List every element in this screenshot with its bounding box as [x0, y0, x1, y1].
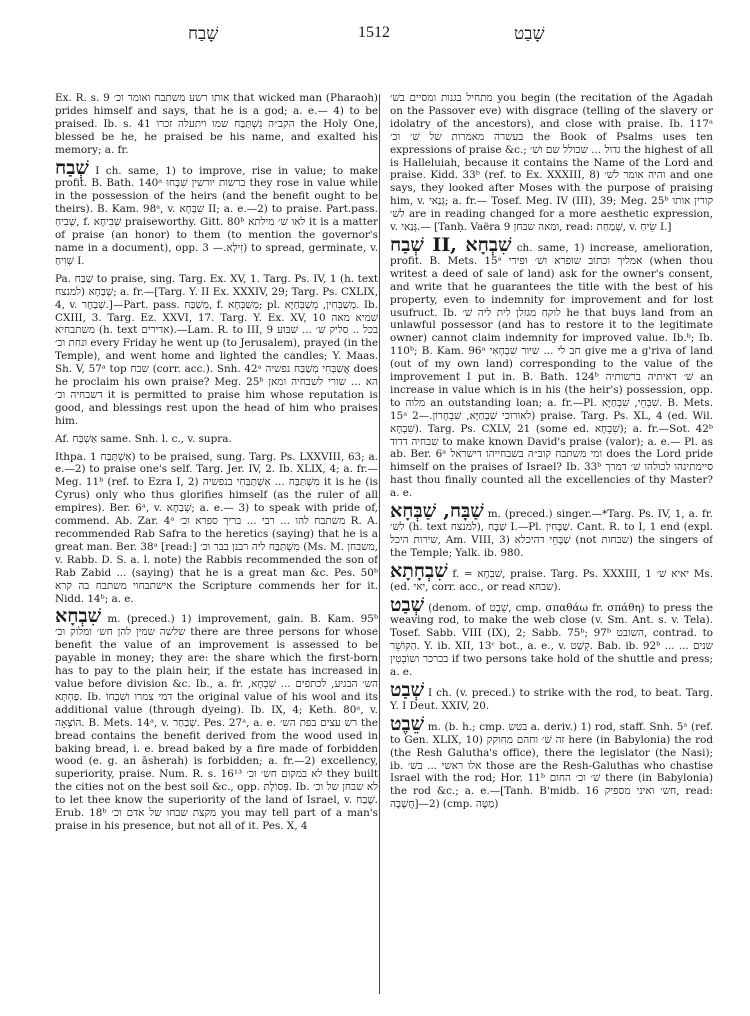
entry-text: Ex. R. s. 9 אותו רשע משתבח ואומר וכ׳ that wicked man (Pharaoh) prides himself and says, that he is a god; a. e.— 4) to be praised. Ib. s. 41 הקב״ה נִשְׁתַּבַּח שמו ויתעלה זכרו the Holy One, blessed be he, he praised be his name, and exalted his memory; a. fr. — [55, 92, 378, 156]
entry-text: (denom. of שֵׁבֶט, cmp. σπαθάω fr. σπάθη) to press the weaving rod, to make the web close (v. Sm. Ant. s. v. Tela). Tosef. Sabb. VIII (IX), 2; Sabb. 75ᵇ; 97ᵇ השובט, contrad. to הַקּוֹשֵׁר. Y. ib. XII, 13ᶜ bot., a. e., v. קְשַׁט. Bab. ib. 92ᵇ ... שנים ... בכרכר ושוֹבְטִין if two persons take hold of the shuttle and press; a. e. — [390, 601, 713, 679]
entry-text: Af. אַשְׁבַּח same. Snh. l. c., v. supra. — [55, 432, 232, 445]
entry-text: ch. same, 1) increase, amelioration, profit. B. Mets. 15ᵃ אמליך וכתוב שופרא ושׁ׳ ופירי (when thou writest a deed of sale of land) ask for the owner's consent, and write that he guarantees the title with the best of his property, even to indemnity for improvement and for lost usufruct. Ib. לוקח מגזלן לית ליה שׁ׳ he that buys land from an unlawful possessor (and has to restore it to the legitimate owner) cannot claim indemnity for improved value. Ib.ᵇ; Ib. 110ᵇ; B. Kam. 96ᵃ חב לי ... שיור שִׁבְחָאִי give me a g'riva of land (out of my own land) corresponding to the value of the improvement I put in. B. Bath. 124ᵇ שׁ׳ דאיתיה ברשותיה an increase in value which is in his (the heir's) possession, opp. to מלוה an outstanding loan; a. fr.—Pl. שִׁבְחֵי, שִׁבְחַיָּא. B. Mets. 15ᵃ לאורוכי שִׁבְחַיָּא, שִׁבְחָרוֹן.—2) praise. Targ. Ps. XL, 4 (ed. Wil. שִׁבְחָא). Targ. Ps. CXLV, 21 (some ed. שִׁבְחָא); a. fr.—Sot. 42ᵇ שבחיה דדוד to make known David's praise (valor); a. e.— Pl. as ab. Ber. 6ᵃ ומי משתבח קוב״ה בשבחייהו דישראל does the Lord pride himself on the praises of Israel? Ib. 33ᵇ סיימתינהו לכולהו שׁ׳ דמרך hast thou finally counted all the excellencies of thy Master? a. e. — [390, 241, 713, 500]
dictionary-entry — [55, 605, 378, 832]
entry-headword: שְׁבַט — [390, 593, 425, 616]
entry-text: m. (preced.) 1) improvement, gain. B. Kam. 95ᵇ שלשה שמין להן חש׳ ומלוק וכ׳ there are three persons for whose benefit the value of an improvement is assessed to be payable in money; they are: the share which the first-born has to pay to the plain heir, if the estate has increased in value before division &c. Ib., a. fr. הש׳ הבגיע, לכתפים ... שִׁבְחָא, פַּחְתָּא. Ib. דמי צמרו ושִׁבְחוֹ the original value of his wool and its additional value (through dyeing). Ib. IX, 4; Keth. 80ᵃ, v. הוֹצָאָה. B. Mets. 14ᵃ, v. שְׁבַחַר. Pes. 27ᵃ, a. e. רש עצים בפת הש׳ the bread contains the benefit derived from the wood used in baking bread, i. e. bread baked by a fire made of forbidden wood (e. g. an āsherah) is forbidden; a. fr.—2) excellency, superiority, praise. Num. R. s. 16¹³ לא במקום חש׳ וכ׳ they built the cities not on the best soil &c., opp. פְּסוֹלֶת. Ib. לא שבחן של וכ׳ to let thee know the superiority of the land of Israel, v. שֶׁבַח. Erub. 18ᵇ מקצת שבחו של אדם וכ׳ you may tell part of a man's praise in his presence, but not all of it. Pes. X, 4 — [55, 613, 378, 832]
dictionary-entry — [390, 593, 713, 679]
left-column — [55, 92, 378, 1002]
dictionary-entry — [55, 92, 378, 157]
entry-headword: שֵׁבֶט — [390, 712, 425, 735]
dictionary-entry — [390, 712, 713, 811]
right-column — [390, 92, 713, 1002]
dictionary-entry — [390, 92, 713, 234]
entry-text: f. = שִׁבְחָא, praise. Targ. Ps. XXXIII, 1 יאיא שׁ׳ Ms. (ed. יאי, corr. acc., or read שבחא). — [390, 567, 713, 593]
dictionary-entry — [390, 500, 713, 560]
entry-text: מתחיל בגנות ומסיים בשׁ׳ you begin (the recitation of the Agadah on the Passover eve) with disgrace (telling of the slavery or idolatry of the ancestors), and close with praise. Ib. 117ᵃ בעשרה מאמרות של שׁ׳ וכ׳ the Book of Psalms uses ten expressions of praise &c.; גדול ... שכולל שם ושׁ׳ the highest of all is Halleluiah, because it contains the Name of the Lord and praise. Kidd. 33ᵇ (ref. to Ex. XXXIII, 8) והיה אומר לשׁ׳ and one says, they looked after Moses with the purpose of praising him, v. גְּנַאי; a. fr.— Tosef. Meg. IV (III), 39; Meg. 25ᵇ קורין אותו לשׁ׳ are in reading changed for a more aesthetic expression, v. גְּנַאי.— [Tanḥ. Vaëra 9 ומאה שבחן, read: שְׁמַחַת, v. שֵׂיחַ I.] — [390, 92, 713, 234]
dictionary-entry — [55, 451, 378, 606]
entry-headword: שַׁבָּח, שַׁבְּחָא — [390, 500, 484, 523]
entry-text: I ch. (v. preced.) to strike with the rod, to beat. Targ. Y. I Deut. XXIV, 20. — [390, 686, 713, 712]
right-guide-word: שָׁבַט — [514, 24, 545, 44]
dictionary-entry — [55, 433, 378, 446]
dictionary-entry — [390, 559, 713, 594]
entry-text: m. (preced.) singer.—*Targ. Ps. IV, 1, a. fr. לשׁ׳ (h. text למנצח), שַׁבָּח I.—Pl. שַׁבָּחִין. Cant. R. to I, 1 end (expl. שירות היכל, Am. VIII, 3) שַׁבָּחֵי דהיכלא (not שבחות) the singers of the Temple; Yalk. ib. 980. — [390, 508, 713, 559]
entry-headword: שְׁבַח II, שִׁבְחָא — [390, 233, 512, 256]
entry-headword: שְׁבַט — [390, 678, 425, 701]
entry-headword: שִׁבְחָא — [55, 605, 102, 628]
entry-text: m. (b. h.; cmp. בטש a. deriv.) 1) rod, staff. Snh. 5ᵃ (ref. to Gen. XLIX, 10) זה שׁ׳ וחהם מחוקק here (in Babylonia) the rod (the Resh Galutha's office), there the legislator (the Nasi); ib. אלו ראשי ... בשׁ׳ those are the Resh-Galuthas who chastise Israel with the rod; Hor. 11ᵇ שׁ׳ וכ׳ החום there (in Babylonia) the rod &c.; a. e.—[Tanh. B'midb. 16 חש׳ ואיני מספיק, read: חֲשָׁבָה]—2) (cmp. מַטֶּה) — [390, 720, 713, 811]
entry-headword: שְׁבַח — [55, 156, 89, 179]
entry-headword: שִׁבְחָתָא — [390, 559, 448, 582]
dictionary-entry — [55, 273, 378, 428]
dictionary-entry — [390, 678, 713, 713]
page-header — [0, 24, 750, 48]
entry-text: I ch. same, 1) to improve, rise in value; to make profit. B. Bath. 140ᵃ ברשות יורשין שִׁבְּחוּ they rose in value while in the possession of the heirs (and the benefit ought to be theirs). B. Kam. 98ᵃ, v. שִׁבְּחָא II; a. e.—2) to praise. Part.pass. שְׁבִיחַ, f. שְׁבִיחָא praiseworthy. Gitt. 80ᵇ לאו שׁ׳ מילתא it is a matter of praise (an honor) to them (to mention the governor's name in a document), opp. זִילָא.— 3) to spread, germinate, v. שְׁוִיחַ I. — [55, 164, 378, 267]
left-guide-word: שָׁבַח — [188, 24, 219, 44]
entry-text: Pa. שַׁבַּח to praise, sing. Targ. Ex. XV, 1. Targ. Ps. IV, 1 (h. text למנצח) שְׁבַחָא; a. fr.—[Targ. Y. II Ex. XXXIV, 29; Targ. Ps. CXLIX, 4, v. שְׁבַחָר.]—Part. pass. מְשַׁבַּח, f. מְשַׁבְּחָא; pl. מְשַׁבְּחִין, מְשַׁבְּחַיָּא. Ib. CXIII, 3. Targ. Ez. XXVI, 17. Targ. Y. Ex. XV, 10 שׁמיא מאה משתבחיא (h. text אדירים).—Lam. R. to III, 9 בכל .. סליק שׁ׳ ... שׁבּוּע ונחת וכ׳ every Friday he went up (to Jerusalem), prayed (in the Temple), and went home and lighted the candles; Y. Maas. Sh. V, 57ᵃ top שבח (corr. acc.). Snh. 42ᵃ אֲשַׁבְּחִי מְשַׁבַּח נפשיה does he proclaim his own praise? Meg. 25ᵇ הא ... שורי לשבחיה ומאן דשבחיה וכ׳ it is permitted to praise him whose reputation is good, and blessings rest upon the head of him who praises him. — [55, 272, 378, 427]
entry-text: Ithpa. אִשְׁתַּבַּח 1) to be praised, sung. Targ. Ps. LXXVIII, 63; a. e.—2) to praise one's self. Targ. Jer. IV, 2. Ib. XLIX, 4; a. fr.—Meg. 11ᵇ (ref. to Ezra I, 2) מִשְׁתַּבַּח ... אִשְׁתַּבַּחִי בנפשיה it is he (is Cyrus) only who thus glorifies himself (as the ruler of all empires). Ber. 6ᵃ, v. שְׁבַחָא; a. e.— 3) to speak with pride of, commend. Ab. Zar. 4ᵃ משתבח להו ... רבי ... בריך ספרא וכ׳ R. A. recommended Rab Safra to the heretics (saying) that he is a great man. Ber. 38ᵃ [read:] מִשְׁתַּבַּח ליה רבנן בבר וכ׳ (Ms. M. משבחן, v. Rabb. D. S. a. l. note) the Rabbis recommended the son of Rab Zabid ... (saying) that he is a great man &c. Pes. 50ᵇ אישתבחוי משתבח בה קרא the Scripture commends her for it. Nidd. 14ᵇ; a. e. — [55, 450, 378, 605]
page-number: 1512 — [358, 24, 390, 41]
dictionary-entry — [390, 233, 713, 500]
dictionary-entry — [55, 156, 378, 268]
column-divider — [379, 94, 380, 994]
